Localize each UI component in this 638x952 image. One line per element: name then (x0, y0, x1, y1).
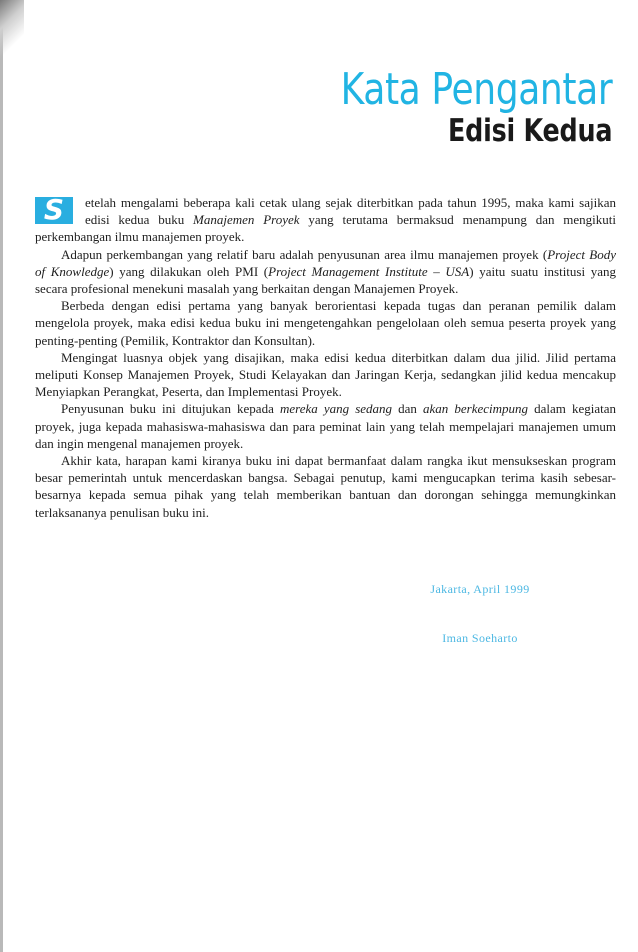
paragraph (35, 246, 616, 298)
paragraph-text: Akhir kata, harapan kami kiranya buku ini dapat bermanfaat dalam rangka ikut mensukseskan program besar pemerintah untuk mencerdaskan bangsa. Sebagai penutup, kami mengucapkan terima kasih sebesar-besarnya kepada semua pihak yang telah memberikan bantuan dan dorongan sehingga memungkinkan terlaksananya penulisan buku ini. (35, 453, 616, 520)
italic-text: mereka yang sedang (279, 401, 393, 417)
paragraph-text: Adapun perkembangan yang relatif baru adalah penyusunan area ilmu manajemen proyek ( (61, 246, 548, 262)
italic-text: Manajemen Proyek (193, 212, 300, 228)
paragraph-text: dalam kegiatan proyek, juga kepada mahasiswa-mahasiswa dan para peminat lain yang telah mempelajari manajemen umum dan ingin mengenal manajemen proyek. (35, 401, 617, 451)
paragraph-text: etelah mengalami beberapa kali cetak ulang sejak diterbitkan pada tahun 1995, maka kami sajikan edisi kedua buku (85, 195, 616, 228)
page-edge (0, 0, 3, 952)
italic-text: Project Body of Knowledge (35, 246, 616, 279)
italic-text: akan berkecimpung (423, 401, 529, 417)
scan-shadow (0, 0, 24, 60)
page-title: Kata Pengantar (340, 64, 612, 115)
paragraph-text: Penyusunan buku ini ditujukan kepada (61, 401, 280, 417)
paragraph-text: yang terutama bermaksud menampung dan mengikuti perkembangan ilmu manajemen proyek. (35, 212, 616, 245)
paragraph (35, 194, 616, 246)
paragraph-text: ) yang dilakukan oleh PMI ( (109, 263, 269, 279)
dropcap-s: S (35, 197, 73, 224)
author-name: Iman Soeharto (442, 631, 518, 645)
paragraph (35, 452, 616, 521)
heading-block (281, 66, 612, 148)
paragraph-text: dan (392, 401, 423, 417)
paragraph-text: Berbeda dengan edisi pertama yang banyak berorientasi kepada tugas dan peranan pemilik dalam mengelola proyek, maka edisi kedua buku ini mengetengahkan pengelolaan oleh semua peserta proyek yang penting-penting (Pemilik, Kontraktor dan Konsultan). (35, 298, 616, 348)
paragraph (35, 297, 616, 349)
place-date: Jakarta, April 1999 (430, 582, 530, 596)
paragraph (35, 400, 616, 452)
paragraph-text: ) yaitu suatu institusi yang secara profesional menekuni masalah yang berkaitan dengan Manajemen Proyek. (35, 263, 616, 297)
italic-text: Project Management Institute – USA (268, 263, 470, 279)
page-subtitle: Edisi Kedua (447, 113, 612, 149)
paragraph-text: Mengingat luasnya objek yang disajikan, maka edisi kedua diterbitkan dalam dua jilid. Jilid pertama meliputi Konsep Manajemen Proyek, Studi Kelayakan dan Jaringan Kerja, sedangkan jilid kedua mencakup Menyiapkan Perangkat, Peserta, dan Implementasi Proyek. (35, 349, 616, 400)
paragraph (35, 349, 616, 401)
preface-body (35, 194, 616, 521)
